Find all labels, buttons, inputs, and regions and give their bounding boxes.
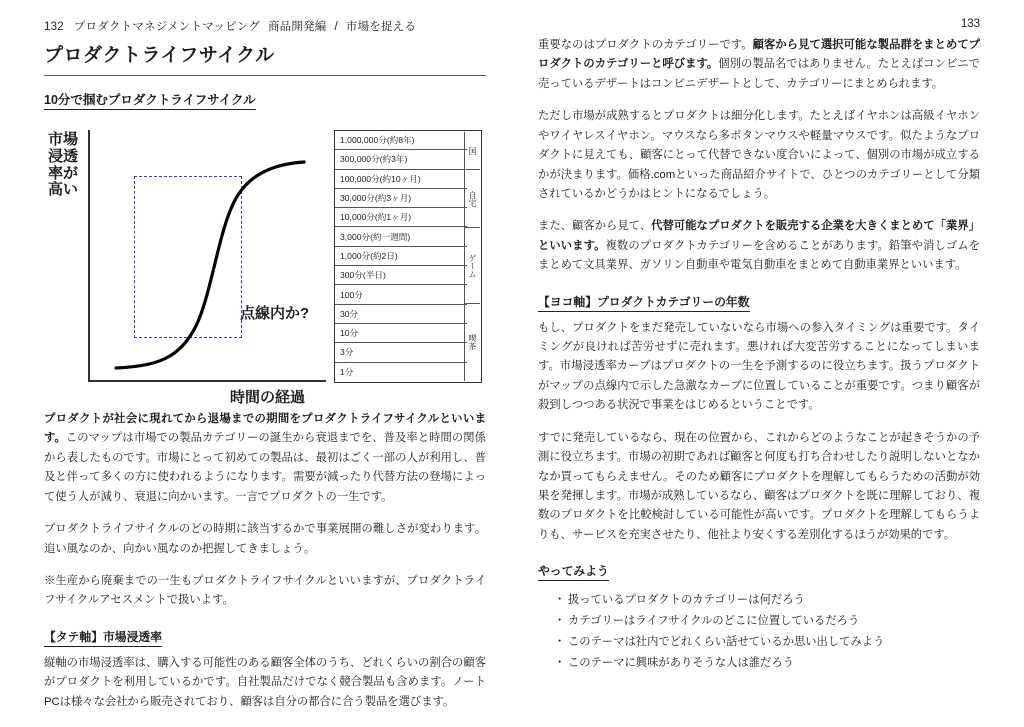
side-label: 自宅: [465, 170, 480, 228]
table-cell: 30,000分(約3ヶ月): [340, 193, 412, 204]
section-heading: 10分で掴むプロダクトライフサイクル: [44, 90, 256, 110]
table-cell: 1分: [340, 367, 354, 378]
page-title: プロダクトライフサイクル: [44, 45, 275, 66]
paragraph-text: また、顧客から見て、: [538, 220, 652, 233]
product-lifecycle-figure: [44, 124, 484, 406]
table-row: [335, 227, 467, 246]
list-item: ・ このテーマは社内でどれくらい話せているか思い出してみよう: [556, 632, 980, 653]
table-cell: 30分: [340, 308, 359, 319]
breadcrumb-section: 市場を捉える: [345, 21, 417, 33]
page-header-left: [44, 18, 486, 34]
paragraph-bold: 顧客から見て選択可能な製品群をまとめてプロダクトのカテゴリーと呼びます。: [538, 39, 980, 71]
table-row: [335, 189, 467, 208]
side-label: ゲーム: [465, 228, 480, 304]
table-cell: 3分: [340, 347, 354, 358]
page-number-left: 132: [44, 21, 64, 33]
table-cell: 100,000分(約10ヶ月): [340, 173, 421, 184]
time-scale-table: [334, 130, 482, 383]
breadcrumb-separator: /: [334, 21, 338, 33]
table-cell: 300,000分(約3年): [340, 154, 408, 165]
table-row: [335, 150, 467, 169]
paragraph-footnote-lca: ※生産から廃棄までの一生もプロダクトライフサイクルといいますが、プロダクトライフサイクルアセスメントで扱いよす。: [44, 574, 486, 607]
table-row: [335, 343, 467, 362]
heading-vertical-axis: 【タテ軸】市場浸透率: [44, 628, 162, 647]
table-cell: 100分: [340, 289, 363, 300]
list-item: ・ このテーマに興味がありそうな人は誰だろう: [556, 653, 980, 674]
table-row: [335, 285, 467, 304]
y-axis-label: 市場浸透率が高い: [48, 131, 79, 199]
table-cell: 10,000分(約1ヶ月): [340, 212, 412, 223]
paragraph-penetration-rate: 縦軸の市場浸透率は、購入する可能性のある顧客全体のうち、どれくらいの割合の顧客がプロダクトを利用しているかです。自社製品だけでなく競合製品も含めます。ノートPCは様々な会社から販売されており、顧客は自分の都合に合う製品を選びます。: [44, 656, 486, 708]
paragraph-text: このマップは市場での製品カテゴリーの誕生から衰退までを、普及率と時間の関係から表したものです。市場にとって初めての製品は、最初はごく一部の人が利用し、普及と伴って多くの方に使われるようになります。需要が減ったり代替方法の登場によって使う人が減り、衰退に向かいます。一言でプロダクトの一生です。: [44, 432, 486, 503]
table-cell: 1,000,000分(約8年): [340, 135, 415, 146]
paragraph-lead-bold: プロダクトが社会に現れてから退場までの期間をプロダクトライフサイクルといいます。: [44, 413, 486, 445]
table-row: [335, 131, 467, 150]
side-label: 国: [465, 132, 480, 170]
breadcrumb-title: プロダクトマネジメントマッピング: [73, 21, 260, 33]
paragraph-bold: 代替可能なプロダクトを販売する企業を大きくまとめて「業界」といいます。: [538, 220, 980, 252]
time-scale-rows: [335, 131, 467, 382]
x-axis-label: 時間の経過: [230, 389, 306, 406]
paragraph-industry-definition: [538, 217, 980, 275]
table-row: [335, 324, 467, 343]
paragraph-business-phase: プロダクトライフサイクルのどの時期に該当するかで事業展開の難しさが変わります。追い風なのか、向かい風なのか把握してきましょう。: [44, 523, 486, 555]
paragraph-text: 複数のプロダクトカテゴリーを含めることがあります。鉛筆や消しゴムをまとめて文具業界、ガソリン自動車や電気自動車をまとめて自動車業界といいます。: [538, 239, 980, 272]
table-cell: 3,000分(約一週間): [340, 231, 411, 242]
title-divider: [44, 75, 486, 76]
table-row: [335, 363, 467, 382]
paragraph-text: 重要なのはプロダクトのカテゴリーです。: [538, 39, 753, 51]
paragraph-lifecycle-definition: [44, 410, 486, 507]
paragraph-text: 個別の製品名ではありません。たとえばコンビニで売っているデザートはコンビニデザートとして、カテゴリーにまとめられます。: [538, 58, 980, 90]
s-curve-graph: [88, 130, 326, 382]
table-row: [335, 208, 467, 227]
heading-try-it: やってみよう: [538, 562, 609, 581]
table-cell: 1,000分(約2日): [340, 250, 398, 261]
paragraph-already-launched: すでに発売しているなら、現在の位置から、これからどのようなことが起きそうかの予測に役立ちます。市場の初期であれば顧客と何度も打ち合わせしたり説明しないとなかなか買ってもらえません。そのため顧客にプロダクトを理解してもらうための活動が効果を発揮します。市場が成熟しているなら、顧客はプロダクトを既に理解しており、複数のプロダクトを比較検討している可能性が高いです。プロダクトを理解してもらうよりも、サービスを充実させたり、他社より安くする差別化するほうが効果的です。: [538, 431, 980, 541]
paragraph-market-maturity: ただし市場が成熟するとプロダクトは細分化します。たとえばイヤホンは高級イヤホンやワイヤレスイヤホン。マウスなら多ボタンマウスや軽量マウスです。似たようなプロダクトに見えても、顧客にとって代替できない度合いによって、個別の市場が成立するかが決まります。価格.comといった商品紹介サイトで、ひとつのカテゴリーとして分類されているかどうかはヒントになるでしょう。: [538, 110, 980, 200]
table-row: [335, 170, 467, 189]
paragraph-category-importance: [538, 36, 980, 94]
page-number-right: 133: [960, 18, 980, 30]
heading-horizontal-axis: 【ヨコ軸】プロダクトカテゴリーの年数: [538, 293, 750, 312]
table-row: [335, 266, 467, 285]
right-page: [512, 0, 1024, 727]
breadcrumb-part: 商品開発編: [267, 21, 327, 33]
table-side-labels: [464, 132, 480, 381]
table-row: [335, 305, 467, 324]
table-row: [335, 247, 467, 266]
figure-annotation: 点線内か?: [240, 305, 310, 322]
list-item: ・ カテゴリーはライフサイクルのどこに位置しているだろう: [556, 611, 980, 632]
list-item: ・ 扱っているプロダクトのカテゴリーは何だろう: [556, 590, 980, 611]
table-cell: 300分(半日): [340, 270, 386, 281]
try-it-list: [538, 590, 980, 674]
side-label: 喫茶: [468, 334, 477, 351]
table-cell: 10分: [340, 328, 359, 339]
paragraph-entry-timing: もし、プロダクトをまだ発売していないなら市場への参入タイミングは重要です。タイミングが良ければ苦労せずに売れます。悪ければ大変苦労することになってしまいます。市場浸透率カーブはプロダクトの一生を予測するのに役立ちます。扱うプロダクトがマップの点線内で示した急激なカーブに位置していることが重要です。つまり顧客が殺到しつつある状況で事業をはじめるということです。: [538, 321, 980, 412]
